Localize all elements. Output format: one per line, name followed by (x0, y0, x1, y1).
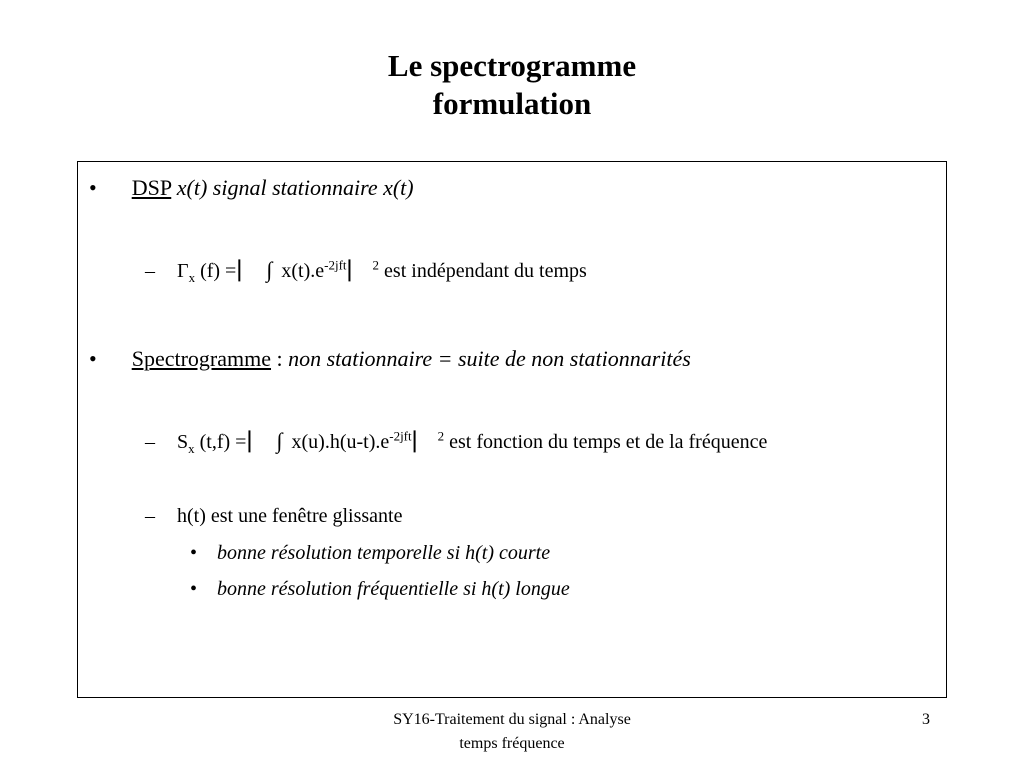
bullet-marker: • (89, 346, 97, 371)
slide-title-line1: Le spectrogramme (387, 48, 637, 83)
frequency-resolution-text: bonne résolution fréquentielle si h(t) longue (217, 578, 570, 600)
bullet-marker: • (190, 578, 198, 600)
dash-marker: – (145, 505, 155, 527)
gamma-subscript: x (188, 270, 196, 285)
formula-power: 2 (437, 428, 445, 444)
slide-title (0, 47, 1024, 123)
bullet-window (145, 506, 402, 526)
formula-tail: est fonction du temps et de la fréquence (444, 431, 768, 453)
page-number: 3 (922, 711, 930, 728)
gamma-args: (f) = (195, 260, 237, 282)
colon: : (271, 346, 289, 371)
footer-line1: SY16-Traitement du signal : Analyse (393, 711, 631, 728)
bullet-dsp (89, 177, 414, 199)
abs-bar-left: ⎸ (248, 428, 271, 453)
integral-symbol: ∫ (276, 428, 283, 453)
formula-power: 2 (372, 257, 380, 273)
formula-tail: est indépendant du temps (379, 260, 587, 282)
formula-body: x(u).h(u-t).e (286, 431, 390, 453)
bullet-spectrogramme (89, 348, 691, 370)
s-args: (t,f) = (194, 431, 247, 453)
bullet-temporal-resolution (190, 543, 550, 563)
bullet-marker: • (190, 542, 198, 564)
integral-symbol: ∫ (266, 257, 273, 282)
temporal-resolution-text: bonne résolution temporelle si h(t) courte (217, 542, 551, 564)
term-dsp: DSP (131, 175, 172, 200)
bullet-frequency-resolution (190, 579, 570, 599)
slide-title-line2: formulation (432, 86, 592, 121)
abs-bar-right: ⎸ (348, 257, 371, 282)
term-spectrogramme: Spectrogramme (131, 346, 271, 371)
dash-marker: – (145, 431, 155, 453)
bullet-gamma-formula (145, 257, 587, 285)
s-symbol: S (177, 431, 189, 453)
window-text: h(t) est une fenêtre glissante (177, 505, 403, 527)
gamma-symbol: Γ (177, 260, 189, 282)
s-subscript: x (188, 441, 195, 456)
spectrogramme-description: non stationnaire = suite de non stationnarités (288, 346, 691, 371)
abs-bar-right: ⎸ (413, 428, 436, 453)
formula-exponent: -2jft (389, 428, 412, 444)
footer (362, 708, 662, 756)
formula-body: x(t).e (276, 260, 325, 282)
formula-exponent: -2jft (324, 257, 347, 273)
dsp-description: x(t) signal stationnaire x(t) (176, 175, 414, 200)
dash-marker: – (145, 260, 155, 282)
bullet-marker: • (89, 175, 97, 200)
footer-line2: temps fréquence (459, 735, 565, 752)
bullet-s-formula (145, 428, 768, 456)
abs-bar-left: ⎸ (238, 257, 261, 282)
